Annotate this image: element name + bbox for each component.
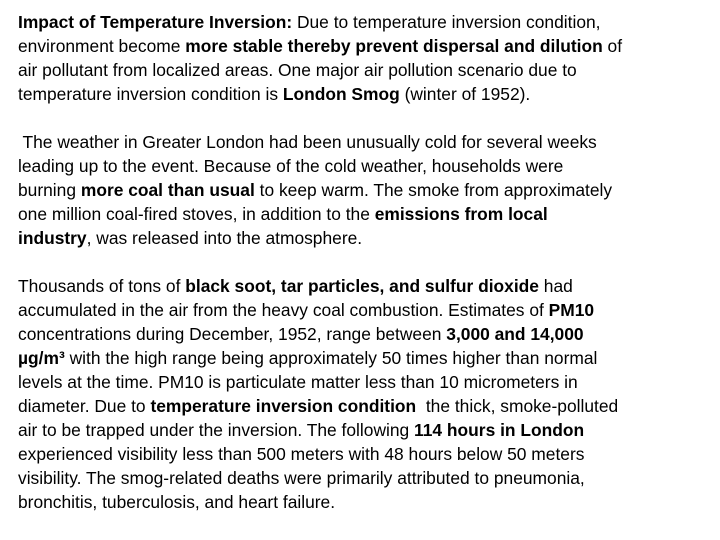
- bold-text: more stable thereby prevent dispersal and dilution: [185, 36, 603, 56]
- bold-text: emissions from local: [374, 204, 548, 224]
- text-run: levels at the time. PM10 is particulate matter less than 10 micrometers in: [18, 372, 578, 392]
- text-line: [18, 346, 718, 370]
- text-line: [18, 82, 718, 106]
- text-line: [18, 274, 718, 298]
- bold-text: Impact of Temperature Inversion:: [18, 12, 293, 32]
- bold-text: black soot, tar particles, and sulfur dioxide: [185, 276, 539, 296]
- text-line: [18, 322, 718, 346]
- text-run: diameter. Due to: [18, 396, 151, 416]
- text-run: one million coal-fired stoves, in addition to the: [18, 204, 375, 224]
- paragraph-2: [18, 130, 718, 250]
- text-run: temperature inversion condition is: [18, 84, 283, 104]
- paragraph-gap: [18, 106, 718, 130]
- bold-text: µg/m³: [18, 348, 65, 368]
- paragraph-gap: [18, 250, 718, 274]
- text-line: [18, 370, 718, 394]
- text-line: [18, 442, 718, 466]
- paragraph-1: [18, 10, 718, 106]
- text-run: environment become: [18, 36, 186, 56]
- document-body: [18, 10, 718, 514]
- text-line: [18, 490, 718, 514]
- text-run: with the high range being approximately 50 times higher than normal: [64, 348, 598, 368]
- text-line: [18, 154, 718, 178]
- text-run: had: [538, 276, 573, 296]
- text-line: [18, 178, 718, 202]
- text-run: Due to temperature inversion condition,: [292, 12, 601, 32]
- text-line: [18, 10, 718, 34]
- text-run: to keep warm. The smoke from approximately: [254, 180, 613, 200]
- text-run: , was released into the atmosphere.: [86, 228, 363, 248]
- bold-text: temperature inversion condition: [150, 396, 417, 416]
- text-line: [18, 130, 718, 154]
- text-run: The weather in Greater London had been unusually cold for several weeks: [18, 132, 597, 152]
- text-run: of: [602, 36, 623, 56]
- bold-text: 114 hours in London: [414, 420, 585, 440]
- text-line: [18, 34, 718, 58]
- paragraph-3: [18, 274, 718, 514]
- text-run: air pollutant from localized areas. One major air pollution scenario due to: [18, 60, 577, 80]
- bold-text: more coal than usual: [80, 180, 255, 200]
- text-run: air to be trapped under the inversion. The following: [18, 420, 415, 440]
- text-run: the thick, smoke-polluted: [416, 396, 619, 416]
- text-run: concentrations during December, 1952, range between: [18, 324, 447, 344]
- text-line: [18, 466, 718, 490]
- text-run: visibility. The smog-related deaths were primarily attributed to pneumonia,: [18, 468, 585, 488]
- text-run: accumulated in the air from the heavy coal combustion. Estimates of: [18, 300, 549, 320]
- bold-text: 3,000 and 14,000: [446, 324, 584, 344]
- text-run: Thousands of tons of: [18, 276, 186, 296]
- text-run: (winter of 1952).: [399, 84, 531, 104]
- text-line: [18, 418, 718, 442]
- text-line: [18, 226, 718, 250]
- text-line: [18, 58, 718, 82]
- text-run: burning: [18, 180, 81, 200]
- bold-text: industry: [18, 228, 87, 248]
- bold-text: London Smog: [282, 84, 400, 104]
- text-run: bronchitis, tuberculosis, and heart failure.: [18, 492, 336, 512]
- text-run: experienced visibility less than 500 meters with 48 hours below 50 meters: [18, 444, 585, 464]
- text-run: leading up to the event. Because of the cold weather, households were: [18, 156, 564, 176]
- text-line: [18, 394, 718, 418]
- text-line: [18, 298, 718, 322]
- bold-text: PM10: [548, 300, 595, 320]
- text-line: [18, 202, 718, 226]
